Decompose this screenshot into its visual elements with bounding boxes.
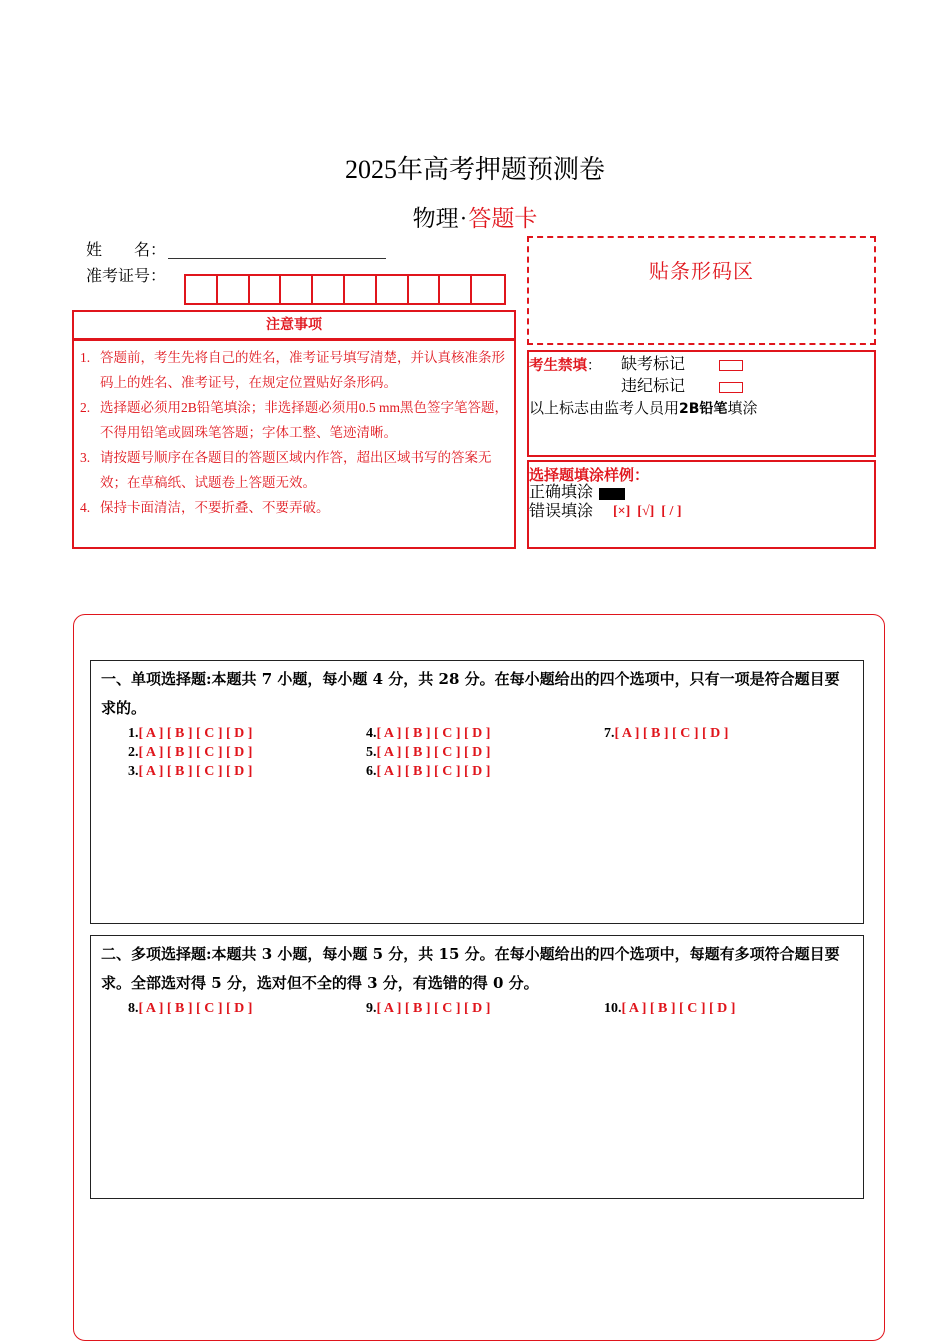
fill-example-title: 选择题填涂样例： [529, 466, 650, 484]
subject-title [0, 203, 950, 235]
name-label: 姓 名： [86, 242, 167, 259]
answer-options[interactable]: [ A ] [ B ] [ C ] [ D ] [138, 726, 253, 741]
fill-example-panel [527, 460, 876, 549]
notice-item-text: 选择题必须用2B铅笔填涂；非选择题必须用0.5 mm黑色签字笔答题，不得用铅笔或圆珠笔答题；字体工整、笔迹清晰。 [100, 400, 509, 440]
notice-item-number: 4. [80, 500, 91, 515]
question-row[interactable] [128, 762, 252, 781]
barcode-area [527, 236, 876, 345]
violation-mark-label: 违纪标记 [621, 378, 686, 395]
question-number: 9. [366, 1001, 377, 1016]
notice-list [74, 341, 514, 520]
proctor-note [529, 399, 757, 419]
proctor-only-colon: ： [587, 359, 601, 374]
wrong-fill-label: 错误填涂 [529, 503, 594, 520]
question-number: 3. [128, 764, 139, 779]
title-separator: · [459, 206, 468, 231]
notice-heading: 注意事项 [72, 310, 516, 340]
question-number: 7. [604, 726, 615, 741]
exam-id-digit-box[interactable] [440, 276, 472, 303]
exam-id-digit-box[interactable] [218, 276, 250, 303]
question-number: 1. [128, 726, 139, 741]
question-row[interactable] [366, 762, 490, 781]
answer-options[interactable]: [ A ] [ B ] [ C ] [ D ] [138, 764, 253, 779]
answer-options[interactable]: [ A ] [ B ] [ C ] [ D ] [376, 726, 491, 741]
exam-id-digit-box[interactable] [409, 276, 441, 303]
question-row[interactable] [366, 743, 490, 762]
proctor-only-panel [527, 350, 876, 457]
notice-item [80, 345, 508, 395]
exam-id-digit-box[interactable] [472, 276, 504, 303]
name-field[interactable] [168, 258, 386, 259]
answer-options[interactable]: [ A ] [ B ] [ C ] [ D ] [376, 1001, 491, 1016]
notice-item-text: 保持卡面清洁，不要折叠、不要弄破。 [100, 500, 330, 515]
answer-options[interactable]: [ A ] [ B ] [ C ] [ D ] [376, 764, 491, 779]
question-row[interactable] [128, 999, 252, 1018]
question-number: 5. [366, 745, 377, 760]
exam-id-digit-box[interactable] [186, 276, 218, 303]
question-row[interactable] [366, 999, 490, 1018]
exam-id-digit-box[interactable] [250, 276, 282, 303]
exam-id-digit-box[interactable] [377, 276, 409, 303]
question-number: 4. [366, 726, 377, 741]
answer-options[interactable]: [ A ] [ B ] [ C ] [ D ] [621, 1001, 736, 1016]
exam-id-digit-box[interactable] [281, 276, 313, 303]
question-row[interactable] [604, 999, 735, 1018]
notice-item-number: 3. [80, 450, 91, 465]
proctor-only-heading [529, 354, 601, 375]
notice-item-text: 答题前，考生先将自己的姓名，准考证号填写清楚，并认真核准条形码上的姓名、准考证号，在规定位置贴好条形码。 [100, 350, 505, 390]
exam-id-boxes [184, 274, 506, 305]
multiple-choice-instructions: 二、多项选择题:本题共 3 小题，每小题 5 分，共 15 分。在每小题给出的四个选项中，每题有多项符合题目要求。全部选对得 5 分，选对但不全的得 3 分，有选错的得 0 分。 [101, 945, 840, 992]
correct-fill-label: 正确填涂 [529, 484, 594, 501]
question-row[interactable] [366, 724, 490, 743]
correct-fill-sample [599, 488, 625, 500]
question-row[interactable] [128, 724, 252, 743]
answer-options[interactable]: [ A ] [ B ] [ C ] [ D ] [376, 745, 491, 760]
question-row[interactable] [604, 724, 728, 743]
question-number: 10. [604, 1001, 622, 1016]
absent-mark-label: 缺考标记 [621, 356, 686, 373]
notice-item [80, 445, 508, 495]
notice-item-text: 请按题号顺序在各题目的答题区域内作答，超出区域书写的答案无效；在草稿纸、试题卷上答题无效。 [100, 450, 492, 490]
exam-title: 2025年高考押题预测卷 [344, 155, 605, 184]
barcode-label: 贴条形码区 [649, 261, 754, 283]
notice-item [80, 395, 508, 445]
question-number: 8. [128, 1001, 139, 1016]
notice-panel [72, 339, 516, 549]
question-number: 6. [366, 764, 377, 779]
question-row[interactable] [128, 743, 252, 762]
proctor-note-pencil: 2B铅笔 [679, 401, 728, 417]
notice-item-number: 1. [80, 350, 91, 365]
wrong-fill-samples: [×] [√] [ / ] [613, 504, 682, 519]
proctor-note-suffix: 填涂 [727, 401, 758, 417]
answer-card-label: 答题卡 [468, 206, 538, 231]
exam-id-label: 准考证号： [86, 268, 167, 285]
subject-name: 物理 [412, 206, 459, 231]
exam-id-digit-box[interactable] [313, 276, 345, 303]
notice-item-number: 2. [80, 400, 91, 415]
multiple-choice-section [90, 935, 864, 1199]
single-choice-section [90, 660, 864, 924]
violation-mark-box[interactable] [719, 382, 743, 393]
exam-id-digit-box[interactable] [345, 276, 377, 303]
single-choice-instructions: 一、单项选择题:本题共 7 小题，每小题 4 分，共 28 分。在每小题给出的四个选项中，只有一项是符合题目要求的。 [101, 670, 840, 717]
answer-options[interactable]: [ A ] [ B ] [ C ] [ D ] [614, 726, 729, 741]
proctor-note-prefix: 以上标志由监考人员用 [529, 401, 680, 417]
answer-options[interactable]: [ A ] [ B ] [ C ] [ D ] [138, 745, 253, 760]
notice-item [80, 495, 508, 520]
proctor-only-label: 考生禁填 [529, 358, 587, 374]
absent-mark-box[interactable] [719, 360, 743, 371]
answer-options[interactable]: [ A ] [ B ] [ C ] [ D ] [138, 1001, 253, 1016]
question-number: 2. [128, 745, 139, 760]
